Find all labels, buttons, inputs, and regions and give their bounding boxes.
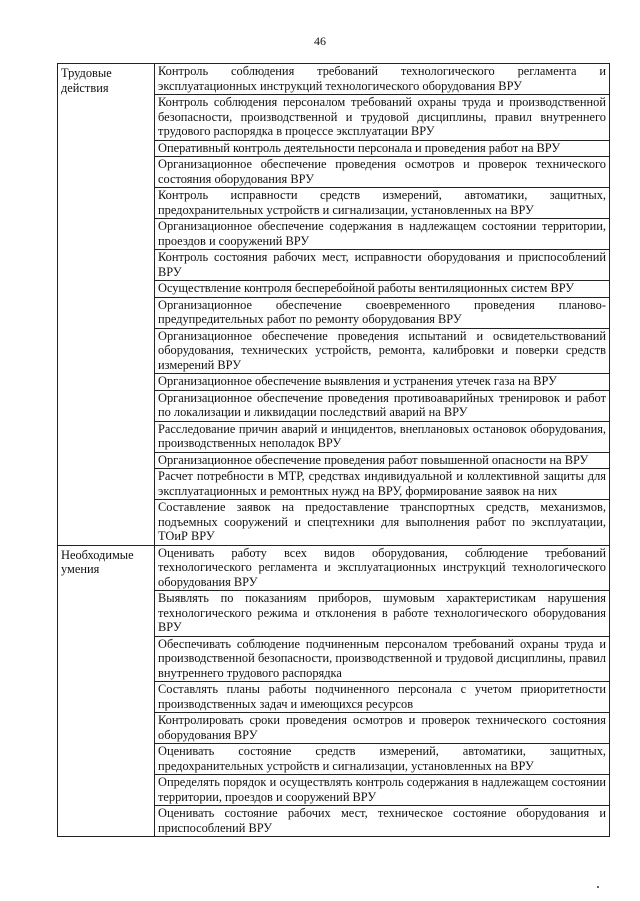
section-label: Трудовые действия — [58, 64, 155, 546]
table-row — [58, 545, 610, 591]
table-cell-description: Организационное обеспечение содержания в надлежащем состоянии территории, проездов и сооружений ВРУ — [155, 219, 610, 250]
table-cell-description: Осуществление контроля бесперебойной работы вентиляционных систем ВРУ — [155, 281, 610, 298]
table-cell-description: Оценивать состояние рабочих мест, техническое состояние оборудования и приспособлений ВРУ — [155, 806, 610, 837]
table-cell-description: Расчет потребности в МТР, средствах индивидуальной и коллективной защиты для эксплуатационных и ремонтных нужд на ВРУ, формирование заявок на них — [155, 469, 610, 500]
table-cell-description: Определять порядок и осуществлять контроль содержания в надлежащем состоянии территории, проездов и сооружений ВРУ — [155, 775, 610, 806]
table-cell-description: Обеспечивать соблюдение подчиненным персоналом требований охраны труда и производственной безопасности, производственной и трудовой дисциплины, правил внутреннего трудового распорядка — [155, 636, 610, 682]
table-cell-description: Контроль исправности средств измерений, автоматики, защитных, предохранительных устройств и сигнализации, установленных на ВРУ — [155, 188, 610, 219]
table-cell-description: Организационное обеспечение проведения осмотров и проверок технического состояния оборудования ВРУ — [155, 157, 610, 188]
table-row — [58, 64, 610, 95]
table-cell-description: Контролировать сроки проведения осмотров и проверок технического состояния оборудования ВРУ — [155, 713, 610, 744]
table-cell-description: Расследование причин аварий и инцидентов, внеплановых остановок оборудования, производственных неполадок ВРУ — [155, 421, 610, 452]
table-cell-description: Организационное обеспечение выявления и устранения утечек газа на ВРУ — [155, 374, 610, 391]
table-cell-description: Выявлять по показаниям приборов, шумовым характеристикам нарушения технологического режима и отклонения в работе технологического оборудования ВРУ — [155, 591, 610, 637]
competency-table-body — [58, 64, 610, 837]
table-cell-description: Организационное обеспечение проведения испытаний и освидетельствований оборудования, технических устройств, ремонта, калибровки и поверки средств измерений ВРУ — [155, 328, 610, 374]
page-number: 46 — [314, 34, 326, 48]
table-cell-description: Составление заявок на предоставление транспортных средств, механизмов, подъемных сооружений и спецтехники для выполнения работ по эксплуатации, ТОиР ВРУ — [155, 500, 610, 546]
table-cell-description: Контроль соблюдения требований технологического регламента и эксплуатационных инструкций технологического оборудования ВРУ — [155, 64, 610, 95]
table-cell-description: Оценивать состояние средств измерений, автоматики, защитных, предохранительных устройств и сигнализации, установленных на ВРУ — [155, 744, 610, 775]
competency-table — [57, 63, 610, 837]
table-cell-description: Контроль соблюдения персоналом требований охраны труда и производственной безопасности, производственной и трудовой дисциплины, правил внутреннего трудового распорядка в процессе эксплуатации ВРУ — [155, 95, 610, 141]
section-label: Необходимые умения — [58, 545, 155, 837]
table-cell-description: Контроль состояния рабочих мест, исправности оборудования и приспособлений ВРУ — [155, 250, 610, 281]
table-cell-description: Составлять планы работы подчиненного персонала с учетом приоритетности производственных задач и имеющихся ресурсов — [155, 682, 610, 713]
table-cell-description: Организационное обеспечение своевременного проведения планово-предупредительных работ по ремонту оборудования ВРУ — [155, 297, 610, 328]
table-cell-description: Организационное обеспечение проведения работ повышенной опасности на ВРУ — [155, 452, 610, 469]
table-cell-description: Организационное обеспечение проведения противоаварийных тренировок и работ по локализации и ликвидации последствий аварий на ВРУ — [155, 390, 610, 421]
table-cell-description: Оценивать работу всех видов оборудования, соблюдение требований технологического регламента и эксплуатационных инструкций технологического оборудования ВРУ — [155, 545, 610, 591]
table-cell-description: Оперативный контроль деятельности персонала и проведения работ на ВРУ — [155, 140, 610, 157]
scan-speck — [597, 886, 599, 888]
